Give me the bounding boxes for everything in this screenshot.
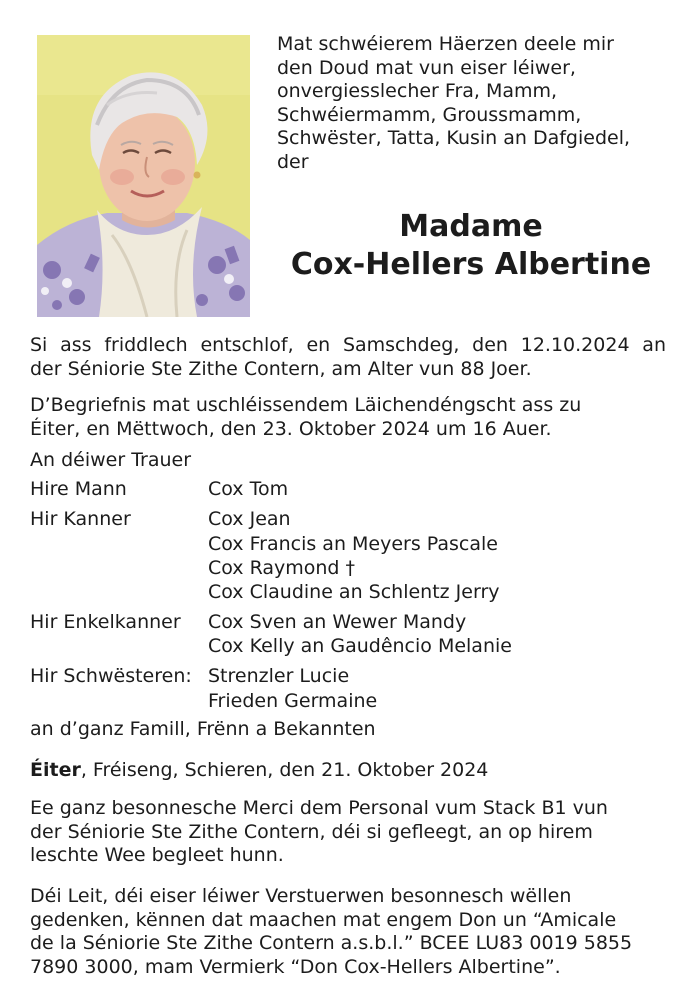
intro-line: Schwéiermamm, Groussmamm, [277,103,582,126]
funeral-notice [30,394,666,441]
death-notice [30,334,666,381]
donation-line: gedenken, kënnen dat maachen mat engem Don un “Amicale [30,908,617,931]
intro-line: den Doud mat vun eiser léiwer, [277,56,576,79]
donation-text [30,885,666,979]
deceased-name-block [262,208,680,284]
relation-label: Hir Enkelkanner [30,611,181,633]
mourner-name: Cox Francis an Meyers Pascale [208,533,498,555]
mourner-name: Cox Raymond † [208,557,356,579]
deceased-title: Madame [399,209,543,244]
intro-line: Schwëster, Tatta, Kusin an Dafgiedel, [277,127,631,149]
relation-label: Hire Mann [30,478,127,500]
intro-line: Mat schwéierem Häerzen deele mir [277,33,614,55]
deceased-name: Cox-Hellers Albertine [290,247,652,282]
donation-line: 7890 3000, mam Vermierk “Don Cox-Hellers Albertine”. [30,955,561,978]
mourner-name: Strenzler Lucie [208,665,350,687]
intro-line: onvergiesslecher Fra, Mamm, [277,80,558,102]
donation-line: Déi Leit, déi eiser léiwer Verstuerwen besonnesch wëllen [30,885,572,907]
thanks-text [30,797,666,868]
funeral-line: D’Begriefnis mat uschléissendem Läichendéngscht ass zu [30,394,582,416]
mourner-name: Cox Kelly an Gaudêncio Melanie [208,635,512,657]
thanks-line: leschte Wee begleet hunn. [30,844,284,866]
intro-line: der [277,150,309,173]
place-date-rest: , Fréiseng, Schieren, den 21. Oktober 2024 [80,759,489,781]
relation-label: Hir Schwësteren: [30,665,192,687]
mourner-name: Frieden Germaine [208,690,378,712]
mourner-name: Cox Jean [208,508,291,530]
death-notice-line: Si ass friddlech entschlof, en Samschdeg, den 12.10.2024 an [30,334,666,356]
death-notice-line: der Séniorie Ste Zithe Contern, am Alter vun 88 Joer. [30,357,532,380]
donation-line: de la Séniorie Ste Zithe Contern a.s.b.l.” BCEE LU83 0019 5855 [30,932,633,954]
intro-text [277,33,682,174]
mourner-name: Cox Sven an Wewer Mandy [208,611,467,633]
portrait-illustration [37,35,250,317]
mourners-closing: an d’ganz Famill, Frënn a Bekannten [30,718,376,740]
thanks-line: der Séniorie Ste Zithe Contern, déi si gefleegt, an op hirem [30,820,593,843]
relation-label: Hir Kanner [30,508,131,530]
mourners-heading: An déiwer Trauer [30,449,191,471]
mourner-name: Cox Tom [208,478,289,500]
mourner-name: Cox Claudine an Schlentz Jerry [208,581,500,603]
place-date [30,758,488,782]
portrait-photo [37,35,250,317]
place-name: Éiter [30,759,81,781]
thanks-line: Ee ganz besonnesche Merci dem Personal vum Stack B1 vun [30,797,608,819]
funeral-line: Éiter, en Mëttwoch, den 23. Oktober 2024 um 16 Auer. [30,417,552,440]
